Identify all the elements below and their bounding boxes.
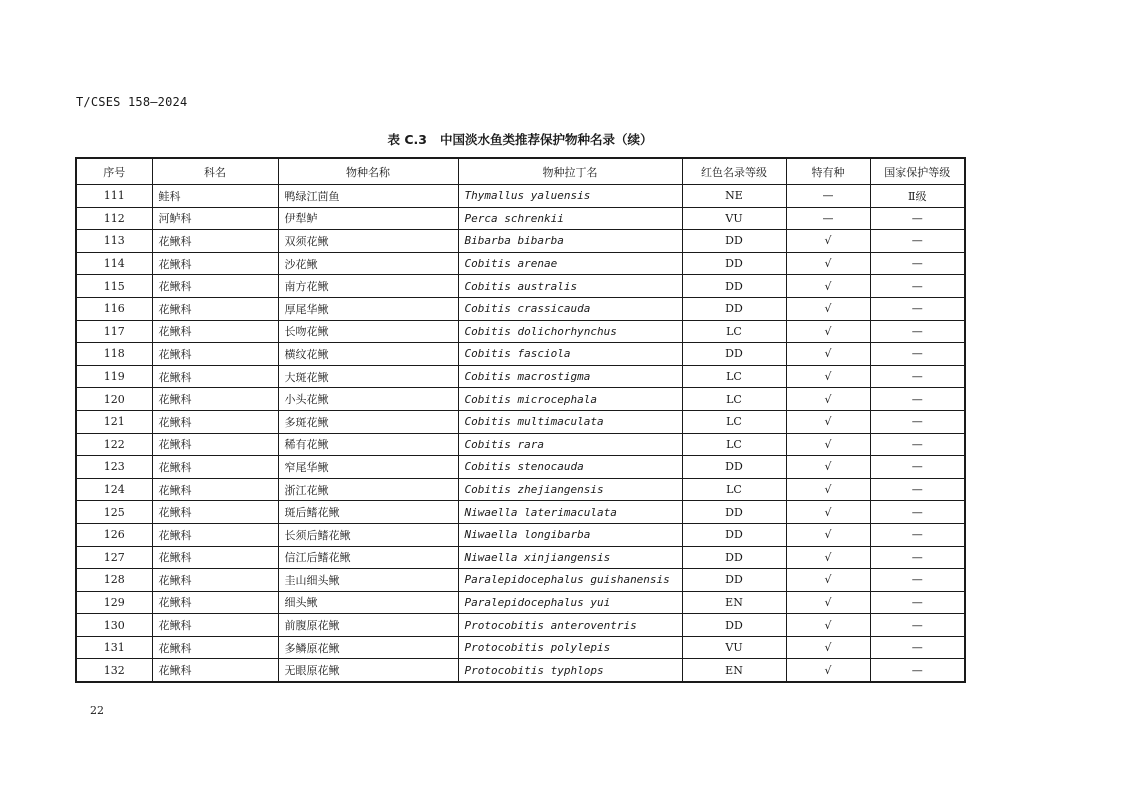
column-header: 科名 [152,158,278,185]
red-list-level: LC [682,433,786,456]
endemic-mark: √ [786,546,870,569]
table-header-row [76,158,965,185]
row-number: 131 [76,636,152,659]
red-list-level: DD [682,297,786,320]
family-name: 花鳅科 [152,275,278,298]
species-name: 长吻花鳅 [278,320,458,343]
standard-code: T/CSES 158—2024 [76,95,188,109]
column-header: 红色名录等级 [682,158,786,185]
table-caption-label: 表 C.3 [387,132,427,147]
latin-name: Protocobitis typhlops [458,659,682,682]
species-name: 斑后鳍花鳅 [278,501,458,524]
family-name: 花鳅科 [152,614,278,637]
family-name: 花鳅科 [152,501,278,524]
table-row [76,320,965,343]
row-number: 127 [76,546,152,569]
species-table [75,157,966,683]
protection-level: — [870,569,965,592]
protection-level: — [870,207,965,230]
family-name: 花鳅科 [152,546,278,569]
family-name: 花鳅科 [152,320,278,343]
family-name: 花鳅科 [152,230,278,253]
table-row [76,523,965,546]
red-list-level: DD [682,523,786,546]
family-name: 花鳅科 [152,523,278,546]
endemic-mark: √ [786,501,870,524]
red-list-level: LC [682,365,786,388]
row-number: 126 [76,523,152,546]
row-number: 122 [76,433,152,456]
endemic-mark: √ [786,252,870,275]
species-name: 无眼原花鳅 [278,659,458,682]
family-name: 花鳅科 [152,343,278,366]
family-name: 花鳅科 [152,433,278,456]
endemic-mark: √ [786,636,870,659]
row-number: 115 [76,275,152,298]
row-number: 111 [76,185,152,208]
family-name: 花鳅科 [152,410,278,433]
table-row [76,275,965,298]
protection-level: — [870,523,965,546]
species-name: 沙花鳅 [278,252,458,275]
row-number: 124 [76,478,152,501]
latin-name: Paralepidocephalus guishanensis [458,569,682,592]
endemic-mark: √ [786,591,870,614]
species-name: 横纹花鳅 [278,343,458,366]
table-row [76,501,965,524]
endemic-mark: — [786,185,870,208]
table-row [76,410,965,433]
protection-level: — [870,478,965,501]
latin-name: Cobitis australis [458,275,682,298]
row-number: 120 [76,388,152,411]
latin-name: Niwaella laterimaculata [458,501,682,524]
latin-name: Cobitis macrostigma [458,365,682,388]
column-header: 物种拉丁名 [458,158,682,185]
red-list-level: LC [682,478,786,501]
page-number: 22 [90,704,104,717]
watermark [402,41,458,109]
row-number: 123 [76,456,152,479]
column-header: 特有种 [786,158,870,185]
protection-level: — [870,636,965,659]
row-number: 128 [76,569,152,592]
endemic-mark: √ [786,388,870,411]
family-name: 河鲈科 [152,207,278,230]
species-name: 双须花鳅 [278,230,458,253]
latin-name: Cobitis rara [458,433,682,456]
red-list-level: DD [682,230,786,253]
protection-level: — [870,297,965,320]
column-header: 国家保护等级 [870,158,965,185]
red-list-level: DD [682,343,786,366]
red-list-level: LC [682,388,786,411]
endemic-mark: √ [786,523,870,546]
row-number: 130 [76,614,152,637]
row-number: 125 [76,501,152,524]
species-name: 圭山细头鳅 [278,569,458,592]
species-name: 多鳞原花鳅 [278,636,458,659]
protection-level: — [870,230,965,253]
table-row [76,456,965,479]
species-name: 南方花鳅 [278,275,458,298]
protection-level: — [870,614,965,637]
table-row [76,365,965,388]
row-number: 129 [76,591,152,614]
species-name: 窄尾华鳅 [278,456,458,479]
endemic-mark: √ [786,320,870,343]
endemic-mark: √ [786,365,870,388]
table-row [76,185,965,208]
table-row [76,659,965,682]
row-number: 113 [76,230,152,253]
table-row [76,433,965,456]
family-name: 花鳅科 [152,636,278,659]
latin-name: Cobitis multimaculata [458,410,682,433]
protection-level: — [870,591,965,614]
protection-level: Ⅱ级 [870,185,965,208]
family-name: 花鳅科 [152,659,278,682]
species-name: 细头鳅 [278,591,458,614]
endemic-mark: — [786,207,870,230]
endemic-mark: √ [786,569,870,592]
species-name: 稀有花鳅 [278,433,458,456]
red-list-level: DD [682,501,786,524]
table-row [76,591,965,614]
table-row [76,343,965,366]
red-list-level: DD [682,546,786,569]
family-name: 花鳅科 [152,365,278,388]
red-list-level: LC [682,320,786,343]
species-name: 小头花鳅 [278,388,458,411]
latin-name: Niwaella longibarba [458,523,682,546]
table-body [76,185,965,683]
protection-level: — [870,365,965,388]
table-row [76,207,965,230]
column-header: 物种名称 [278,158,458,185]
table-row [76,388,965,411]
family-name: 花鳅科 [152,591,278,614]
protection-level: — [870,320,965,343]
red-list-level: DD [682,275,786,298]
latin-name: Thymallus yaluensis [458,185,682,208]
family-name: 花鳅科 [152,456,278,479]
row-number: 117 [76,320,152,343]
table-row [76,569,965,592]
latin-name: Niwaella xinjiangensis [458,546,682,569]
latin-name: Bibarba bibarba [458,230,682,253]
protection-level: — [870,252,965,275]
red-list-level: DD [682,614,786,637]
species-name: 厚尾华鳅 [278,297,458,320]
protection-level: — [870,388,965,411]
row-number: 114 [76,252,152,275]
row-number: 118 [76,343,152,366]
latin-name: Perca schrenkii [458,207,682,230]
species-name: 多斑花鳅 [278,410,458,433]
species-name: 长须后鳍花鳅 [278,523,458,546]
table-row [76,478,965,501]
endemic-mark: √ [786,659,870,682]
table-row [76,636,965,659]
protection-level: — [870,546,965,569]
latin-name: Cobitis dolichorhynchus [458,320,682,343]
red-list-level: EN [682,659,786,682]
endemic-mark: √ [786,275,870,298]
species-name: 前腹原花鳅 [278,614,458,637]
species-name: 伊犁鲈 [278,207,458,230]
endemic-mark: √ [786,343,870,366]
species-name: 浙江花鳅 [278,478,458,501]
row-number: 132 [76,659,152,682]
red-list-level: DD [682,456,786,479]
table-row [76,546,965,569]
latin-name: Cobitis stenocauda [458,456,682,479]
endemic-mark: √ [786,297,870,320]
latin-name: Protocobitis anteroventris [458,614,682,637]
table-row [76,297,965,320]
protection-level: — [870,343,965,366]
latin-name: Protocobitis polylepis [458,636,682,659]
latin-name: Cobitis arenae [458,252,682,275]
column-header: 序号 [76,158,152,185]
species-name: 鸭绿江茴鱼 [278,185,458,208]
table-row [76,230,965,253]
latin-name: Cobitis fasciola [458,343,682,366]
endemic-mark: √ [786,478,870,501]
latin-name: Cobitis crassicauda [458,297,682,320]
family-name: 花鳅科 [152,569,278,592]
protection-level: — [870,659,965,682]
protection-level: — [870,410,965,433]
endemic-mark: √ [786,614,870,637]
species-name: 信江后鳍花鳅 [278,546,458,569]
latin-name: Cobitis zhejiangensis [458,478,682,501]
family-name: 鲑科 [152,185,278,208]
protection-level: — [870,275,965,298]
protection-level: — [870,501,965,524]
latin-name: Paralepidocephalus yui [458,591,682,614]
row-number: 116 [76,297,152,320]
protection-level: — [870,433,965,456]
family-name: 花鳅科 [152,252,278,275]
endemic-mark: √ [786,230,870,253]
latin-name: Cobitis microcephala [458,388,682,411]
red-list-level: DD [682,252,786,275]
table-row [76,252,965,275]
protection-level: — [870,456,965,479]
table-row [76,614,965,637]
red-list-level: EN [682,591,786,614]
red-list-level: NE [682,185,786,208]
species-name: 大斑花鳅 [278,365,458,388]
red-list-level: VU [682,636,786,659]
family-name: 花鳅科 [152,297,278,320]
family-name: 花鳅科 [152,478,278,501]
family-name: 花鳅科 [152,388,278,411]
red-list-level: DD [682,569,786,592]
endemic-mark: √ [786,456,870,479]
red-list-level: VU [682,207,786,230]
row-number: 112 [76,207,152,230]
red-list-level: LC [682,410,786,433]
row-number: 119 [76,365,152,388]
row-number: 121 [76,410,152,433]
endemic-mark: √ [786,410,870,433]
endemic-mark: √ [786,433,870,456]
table-caption-title: 中国淡水鱼类推荐保护物种名录（续） [440,132,653,147]
table-caption [0,130,1040,148]
